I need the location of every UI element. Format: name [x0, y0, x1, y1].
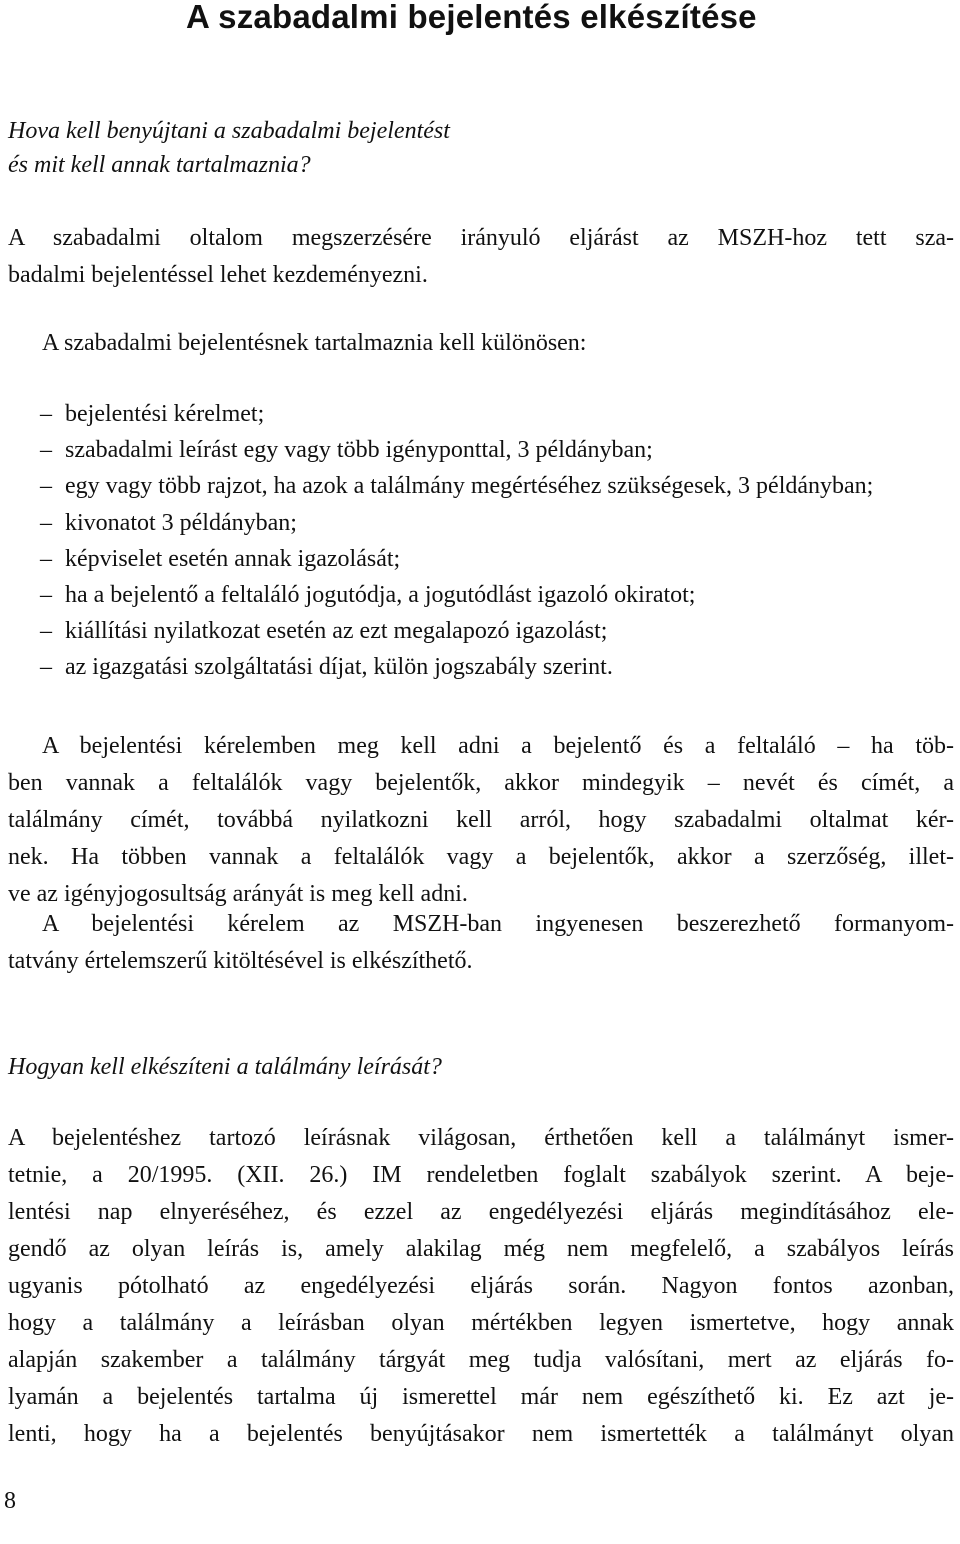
section-heading-submission [8, 114, 450, 182]
form-paragraph [8, 906, 954, 980]
list-item [40, 505, 952, 541]
heading-line: Hova kell benyújtani a szabadalmi bejelentést [8, 118, 450, 144]
list-item-text: ha a bejelentő a feltaláló jogutódja, a jogutódlást igazoló okiratot; [65, 582, 696, 609]
dash-bullet: – [40, 582, 52, 609]
list-item [40, 613, 952, 649]
list-item-text: egy vagy több rajzot, ha azok a találmány megértéséhez szükségesek, 3 példányban; [65, 473, 874, 500]
text-line: lentési nap elnyeréséhez, és ezzel az engedélyezési eljárás megindításához ele- [8, 1199, 954, 1225]
list-item [40, 396, 952, 432]
heading-line: Hogyan kell elkészíteni a találmány leírását? [8, 1054, 442, 1080]
list-item-text: bejelentési kérelmet; [65, 401, 265, 427]
requirements-list [40, 396, 952, 686]
list-item [40, 468, 952, 504]
list-item-text: kiállítási nyilatkozat esetén az ezt megalapozó igazolást; [65, 618, 608, 645]
list-item [40, 577, 952, 613]
intro-paragraph [8, 220, 954, 294]
dash-bullet: – [40, 545, 52, 572]
text-line: gendő az olyan leírás is, amely alakilag még nem megfelelő, a szabályos leírás [8, 1236, 954, 1262]
text-line: tatvány értelemszerű kitöltésével is elkészíthető. [8, 948, 473, 974]
text-line: A bejelentési kérelemben meg kell adni a bejelentő és a feltaláló – ha töb- [42, 733, 954, 759]
list-item-text: az igazgatási szolgáltatási díjat, külön jogszabály szerint. [65, 654, 613, 681]
text-line: lenti, hogy ha a bejelentés benyújtásakor nem ismertették a találmányt olyan [8, 1421, 954, 1447]
text-line: ugyanis pótolható az engedélyezési eljárás során. Nagyon fontos azonban, [8, 1273, 954, 1299]
text-line: badalmi bejelentéssel lehet kezdeményezni. [8, 262, 428, 288]
dash-bullet: – [40, 401, 52, 427]
list-item-text: képviselet esetén annak igazolását; [65, 545, 401, 572]
dash-bullet: – [40, 654, 52, 681]
text-line: A bejelentéshez tartozó leírásnak világosan, érthetően kell a találmányt ismer- [8, 1125, 954, 1151]
text-line: lyamán a bejelentés tartalma új ismerettel már nem egészíthető ki. Ez azt je- [8, 1384, 954, 1410]
text-line: hogy a találmány a leírásban olyan mértékben legyen ismertetve, hogy annak [8, 1310, 954, 1336]
text-line: A szabadalmi oltalom megszerzésére irányuló eljárást az MSZH-hoz tett sza- [8, 225, 954, 251]
list-item-text: kivonatot 3 példányban; [65, 509, 297, 536]
dash-bullet: – [40, 473, 52, 500]
page-number: 8 [4, 1488, 16, 1514]
text-line: nek. Ha többen vannak a feltalálók vagy a bejelentők, akkor a szerzőség, illet- [8, 844, 954, 870]
text-line: ve az igényjogosultság arányát is meg kell adni. [8, 881, 468, 907]
text-line: tetnie, a 20/1995. (XII. 26.) IM rendeletben foglalt szabályok szerint. A beje- [8, 1162, 954, 1188]
list-item [40, 649, 952, 685]
text-line: A bejelentési kérelem az MSZH-ban ingyenesen beszerezhető formanyom- [42, 911, 954, 937]
page-title: A szabadalmi bejelentés elkészítése [186, 0, 757, 35]
list-item [40, 541, 952, 577]
text-line: találmány címét, továbbá nyilatkozni kell arról, hogy szabadalmi oltalmat kér- [8, 807, 954, 833]
text-line: ben vannak a feltalálók vagy bejelentők, akkor mindegyik – nevét és címét, a [8, 770, 954, 796]
text-line: alapján szakember a találmány tárgyát meg tudja valósítani, mert az eljárás fo- [8, 1347, 954, 1373]
list-lead: A szabadalmi bejelentésnek tartalmaznia kell különösen: [42, 330, 587, 356]
list-item-text: szabadalmi leírást egy vagy több igényponttal, 3 példányban; [65, 437, 653, 464]
description-paragraph [8, 1120, 954, 1453]
heading-line: és mit kell annak tartalmaznia? [8, 152, 311, 178]
dash-bullet: – [40, 437, 52, 464]
dash-bullet: – [40, 618, 52, 645]
dash-bullet: – [40, 509, 52, 536]
request-content-paragraph [8, 728, 954, 913]
list-item [40, 432, 952, 468]
section-heading-description [8, 1050, 442, 1084]
